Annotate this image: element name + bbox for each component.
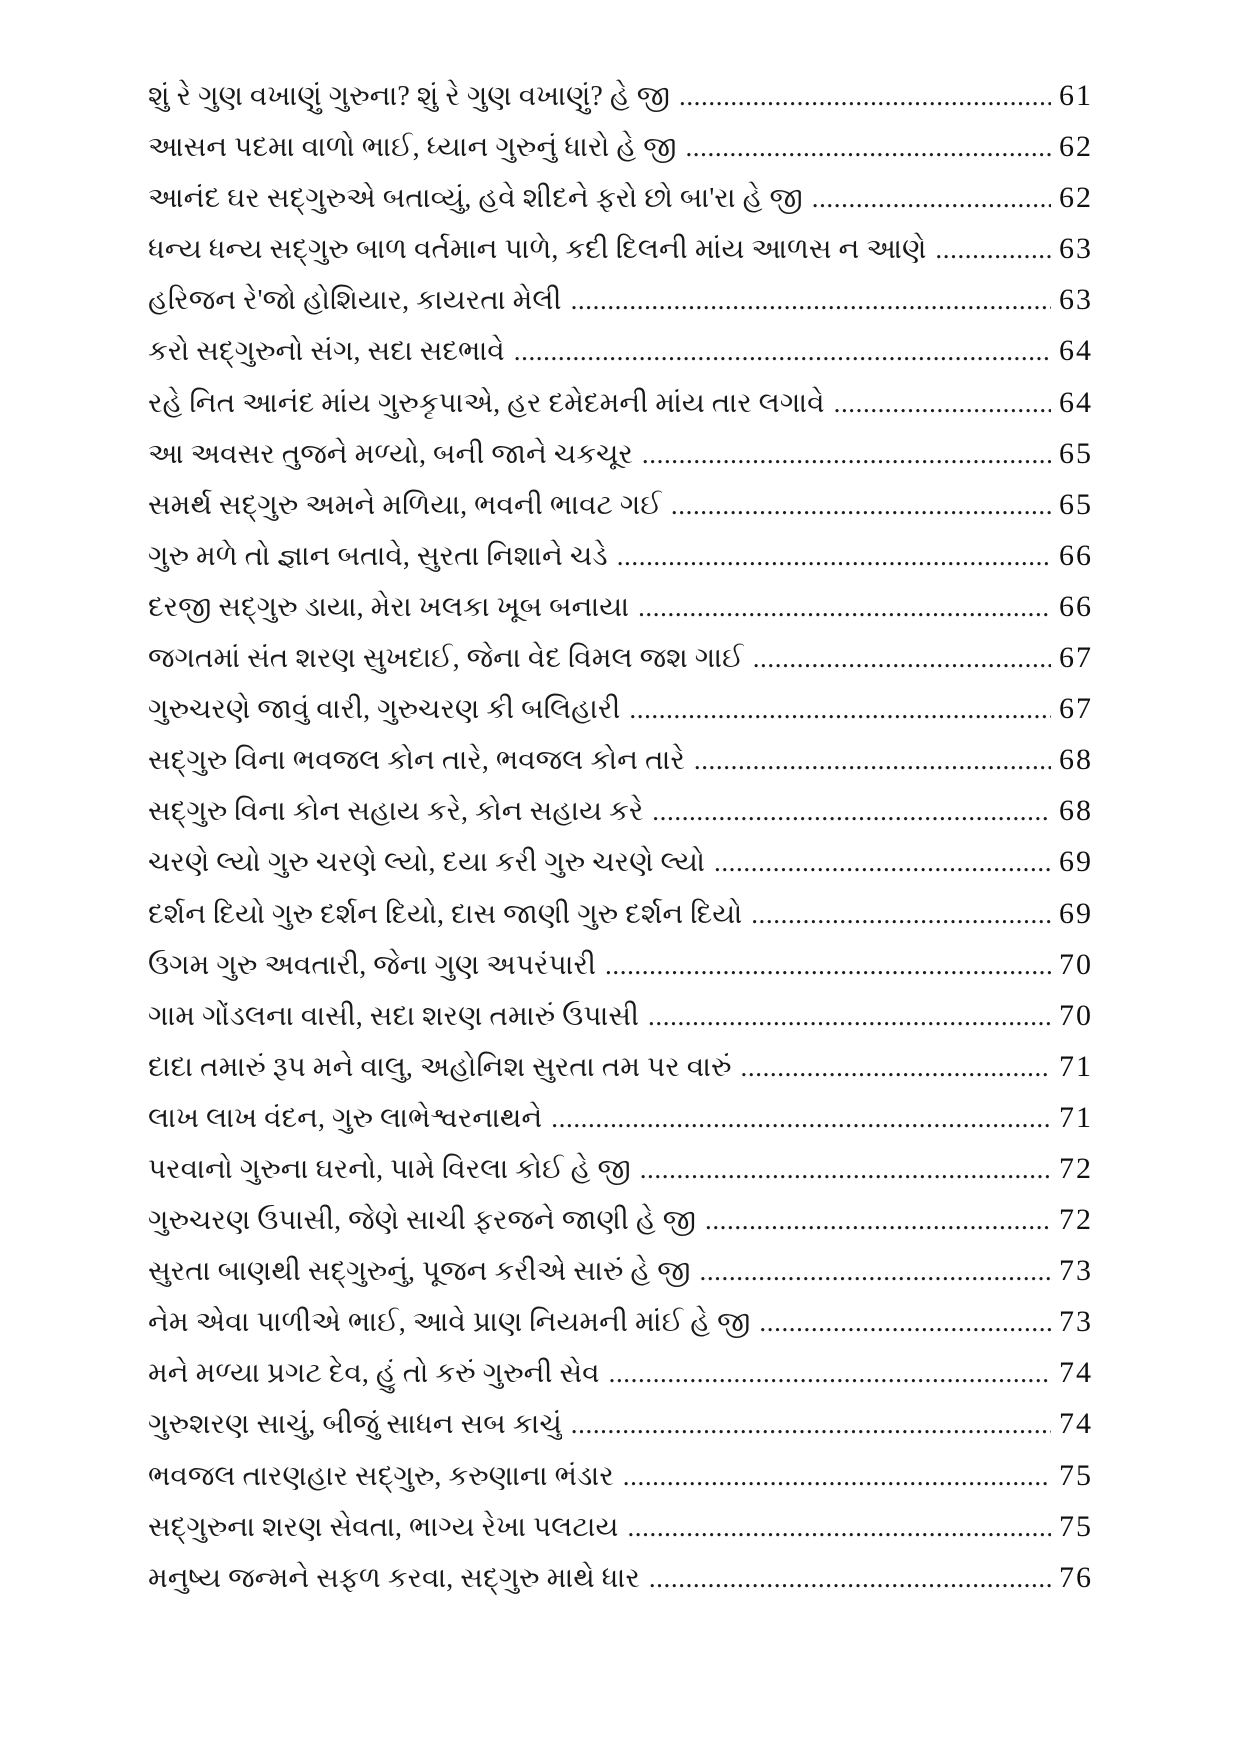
toc-list: [148, 70, 1093, 1603]
toc-entry-page-number: 73: [1059, 1305, 1093, 1339]
dotted-leader: [571, 275, 1051, 330]
toc-entry-page-number: 66: [1059, 589, 1093, 623]
toc-entry: [148, 939, 1093, 990]
toc-entry-title: ગામ ગોંડલના વાસી, સદા શરણ તમારું ઉપાસી: [148, 1000, 640, 1032]
toc-entry-title: કરો સદ્ગુરુનો સંગ, સદા સદભાવે: [148, 336, 505, 368]
dotted-leader: [685, 122, 1051, 177]
toc-entry-page-number: 71: [1059, 1049, 1093, 1083]
toc-entry: [148, 683, 1093, 734]
toc-entry-page-number: 76: [1059, 1560, 1093, 1594]
dotted-leader: [759, 1297, 1051, 1352]
toc-entry-title: આસન પદમા વાળો ભાઈ, ધ્યાન ગુરુનું ધારો હે જી: [148, 132, 677, 164]
toc-entry: [148, 325, 1093, 376]
toc-entry-page-number: 75: [1059, 1509, 1093, 1543]
toc-entry-title: સદ્ગુરુના શરણ સેવતા, ભાગ્ય રેખા પલટાય: [148, 1511, 619, 1543]
toc-entry-title: દર્શન દિયો ગુરુ દર્શન દિયો, દાસ જાણી ગુરુ દર્શન દિયો: [148, 898, 743, 930]
dotted-leader: [753, 633, 1051, 688]
toc-entry-page-number: 67: [1059, 692, 1093, 726]
toc-entry-page-number: 74: [1059, 1356, 1093, 1390]
dotted-leader: [935, 224, 1051, 279]
toc-entry-page-number: 75: [1059, 1458, 1093, 1492]
dotted-leader: [812, 173, 1051, 228]
toc-entry-page-number: 65: [1059, 487, 1093, 521]
toc-entry-page-number: 72: [1059, 1203, 1093, 1237]
toc-entry-title: લાખ લાખ વંદન, ગુરુ લાભેશ્વરનાથને: [148, 1102, 543, 1134]
dotted-leader: [834, 378, 1051, 433]
toc-entry: [148, 1501, 1093, 1552]
dotted-leader: [652, 786, 1051, 841]
dotted-leader: [627, 1502, 1051, 1557]
toc-entry-page-number: 70: [1059, 998, 1093, 1032]
dotted-leader: [699, 1246, 1051, 1301]
toc-entry-page-number: 62: [1059, 181, 1093, 215]
toc-entry-page-number: 68: [1059, 743, 1093, 777]
toc-entry: [148, 70, 1093, 121]
toc-entry: [148, 785, 1093, 836]
toc-entry: [148, 1245, 1093, 1296]
toc-entry-page-number: 66: [1059, 538, 1093, 572]
toc-entry: [148, 172, 1093, 223]
toc-entry-page-number: 68: [1059, 794, 1093, 828]
dotted-leader: [551, 1093, 1051, 1148]
toc-entry: [148, 121, 1093, 172]
toc-entry-page-number: 73: [1059, 1254, 1093, 1288]
toc-entry-title: આનંદ ઘર સદ્ગુરુએ બતાવ્યું, હવે શીદને ફરો છો બા'રા હે જી: [148, 183, 803, 215]
toc-entry: [148, 428, 1093, 479]
dotted-leader: [671, 480, 1051, 535]
toc-entry-title: ગુરુચરણે જાવું વારી, ગુરુચરણ કી બલિહારી: [148, 694, 621, 726]
toc-entry: [148, 581, 1093, 632]
toc-entry: [148, 1296, 1093, 1347]
toc-entry: [148, 1041, 1093, 1092]
toc-entry: [148, 1552, 1093, 1603]
toc-entry: [148, 1398, 1093, 1449]
toc-entry-page-number: 63: [1059, 232, 1093, 266]
toc-entry-title: સુરતા બાણથી સદ્ગુરુનું, પૂજન કરીએ સારું હે જી: [148, 1256, 691, 1288]
dotted-leader: [648, 991, 1051, 1046]
dotted-leader: [514, 326, 1051, 381]
toc-entry-title: હરિજન રે'જો હોશિયાર, કાયરતા મેલી: [148, 285, 562, 317]
toc-entry: [148, 1194, 1093, 1245]
toc-entry-title: આ અવસર તુજને મળ્યો, બની જાને ચકચૂર: [148, 438, 633, 470]
toc-entry-title: રહે નિત આનંદ માંય ગુરુકૃપાએ, હર દમેદમની માંય તાર લગાવે: [148, 387, 825, 419]
toc-entry-title: ગુરુશરણ સાચું, બીજું સાધન સબ કાચું: [148, 1409, 562, 1441]
toc-entry-title: શું રે ગુણ વખાણું ગુરુના? શું રે ગુણ વખાણું? હે જી: [148, 81, 670, 112]
dotted-leader: [638, 582, 1051, 637]
toc-entry-page-number: 69: [1059, 896, 1093, 930]
toc-entry-page-number: 62: [1059, 130, 1093, 164]
dotted-leader: [714, 837, 1051, 892]
dotted-leader: [640, 1144, 1051, 1199]
toc-entry-title: મનુષ્ય જન્મને સફળ કરવા, સદ્ગુરુ માથે ધાર: [148, 1562, 640, 1594]
toc-entry-title: ઉગમ ગુરુ અવતારી, જેના ગુણ અપરંપારી: [148, 949, 597, 981]
dotted-leader: [629, 684, 1051, 739]
toc-entry: [148, 734, 1093, 785]
toc-entry-title: મને મળ્યા પ્રગટ દેવ, હું તો કરું ગુરુની સેવ: [148, 1358, 600, 1390]
dotted-leader: [679, 71, 1051, 126]
toc-entry: [148, 1143, 1093, 1194]
toc-entry: [148, 990, 1093, 1041]
toc-entry-title: ધન્ય ધન્ય સદ્ગુરુ બાળ વર્તમાન પાળે, કદી દિલની માંય આળસ ન આણે: [148, 234, 927, 266]
toc-entry: [148, 1450, 1093, 1501]
toc-entry-title: દાદા તમારું રૂપ મને વાલુ, અહોનિશ સુરતા તમ પર વારું: [148, 1051, 732, 1083]
toc-entry-page-number: 71: [1059, 1100, 1093, 1134]
dotted-leader: [642, 429, 1051, 484]
toc-entry-page-number: 67: [1059, 641, 1093, 675]
dotted-leader: [617, 531, 1051, 586]
toc-entry: [148, 530, 1093, 581]
toc-entry-page-number: 61: [1059, 79, 1093, 112]
toc-entry-title: સમર્થ સદ્ગુરુ અમને મળિયા, ભવની ભાવટ ગઈ: [148, 489, 662, 521]
toc-entry-page-number: 74: [1059, 1407, 1093, 1441]
toc-entry: [148, 223, 1093, 274]
toc-entry: [148, 1347, 1093, 1398]
dotted-leader: [751, 889, 1051, 944]
toc-entry-title: નેમ એવા પાળીએ ભાઈ, આવે પ્રાણ નિયમની માંઈ હે જી: [148, 1307, 751, 1339]
toc-entry-title: ગુરુ મળે તો જ્ઞાન બતાવે, સુરતા નિશાને ચડે: [148, 540, 608, 572]
dotted-leader: [705, 1195, 1051, 1250]
toc-entry: [148, 836, 1093, 887]
dotted-leader: [649, 1553, 1051, 1608]
dotted-leader: [694, 735, 1051, 790]
toc-entry-title: પરવાનો ગુરુના ઘરનો, પામે વિરલા કોઈ હે જી: [148, 1153, 631, 1185]
toc-entry-page-number: 72: [1059, 1151, 1093, 1185]
dotted-leader: [609, 1348, 1051, 1403]
toc-entry-page-number: 63: [1059, 283, 1093, 317]
toc-entry: [148, 479, 1093, 530]
toc-entry-page-number: 64: [1059, 334, 1093, 368]
toc-entry-page-number: 64: [1059, 385, 1093, 419]
toc-entry: [148, 888, 1093, 939]
toc-entry-page-number: 65: [1059, 436, 1093, 470]
toc-entry: [148, 1092, 1093, 1143]
dotted-leader: [605, 940, 1051, 995]
toc-entry-page-number: 70: [1059, 947, 1093, 981]
toc-entry-title: જગતમાં સંત શરણ સુખદાઈ, જેના વેદ વિમલ જશ ગાઈ: [148, 643, 744, 675]
toc-entry-title: સદ્ગુરુ વિના ભવજલ કોન તારે, ભવજલ કોન તારે: [148, 745, 685, 777]
toc-entry-page-number: 69: [1059, 845, 1093, 879]
dotted-leader: [623, 1451, 1051, 1506]
toc-entry-title: ચરણે લ્યો ગુરુ ચરણે લ્યો, દયા કરી ગુરુ ચરણે લ્યો: [148, 847, 705, 879]
toc-entry-title: સદ્ગુરુ વિના કોન સહાય કરે, કોન સહાય કરે: [148, 796, 644, 828]
toc-entry-title: દરજી સદ્ગુરુ ડાયા, મેરા ખલકા ખૂબ બનાયા: [148, 591, 630, 623]
toc-entry: [148, 632, 1093, 683]
toc-entry-title: ગુરુચરણ ઉપાસી, જેણે સાચી ફરજને જાણી હે જી: [148, 1205, 696, 1237]
toc-entry-title: ભવજલ તારણહાર સદ્ગુરુ, કરુણાના ભંડાર: [148, 1460, 614, 1492]
toc-entry: [148, 377, 1093, 428]
dotted-leader: [571, 1399, 1051, 1454]
toc-entry: [148, 274, 1093, 325]
dotted-leader: [741, 1042, 1051, 1097]
